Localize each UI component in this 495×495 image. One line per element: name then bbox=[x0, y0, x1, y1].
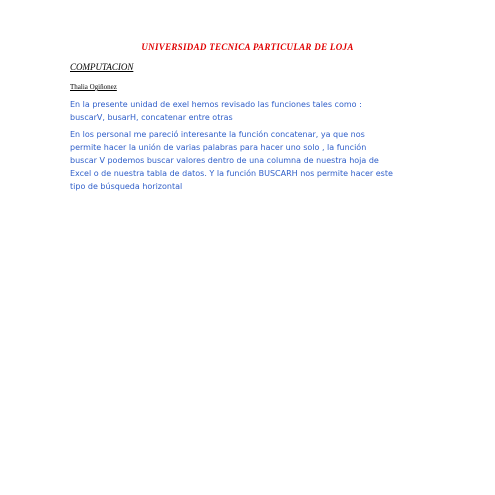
author-name: Thalia Ogiñonez bbox=[70, 83, 117, 91]
document-title: UNIVERSIDAD TECNICA PARTICULAR DE LOJA bbox=[141, 42, 354, 52]
subject-heading: COMPUTACION bbox=[70, 62, 134, 72]
body-paragraph-1: En la presente unidad de exel hemos revisado las funciones tales como : buscarV, busarH, concatenar entre otras bbox=[70, 100, 362, 122]
body-paragraph-2: En los personal me pareció interesante la función concatenar, ya que nos permite hacer la unión de varias palabras para hacer uno solo , la función buscar V podemos buscar valores dentro de una columna de nuestra hoja de Excel o de nuestra tabla de datos. Y la función BUSCARH nos permite hacer este tipo de búsqueda horizontal bbox=[70, 130, 393, 191]
